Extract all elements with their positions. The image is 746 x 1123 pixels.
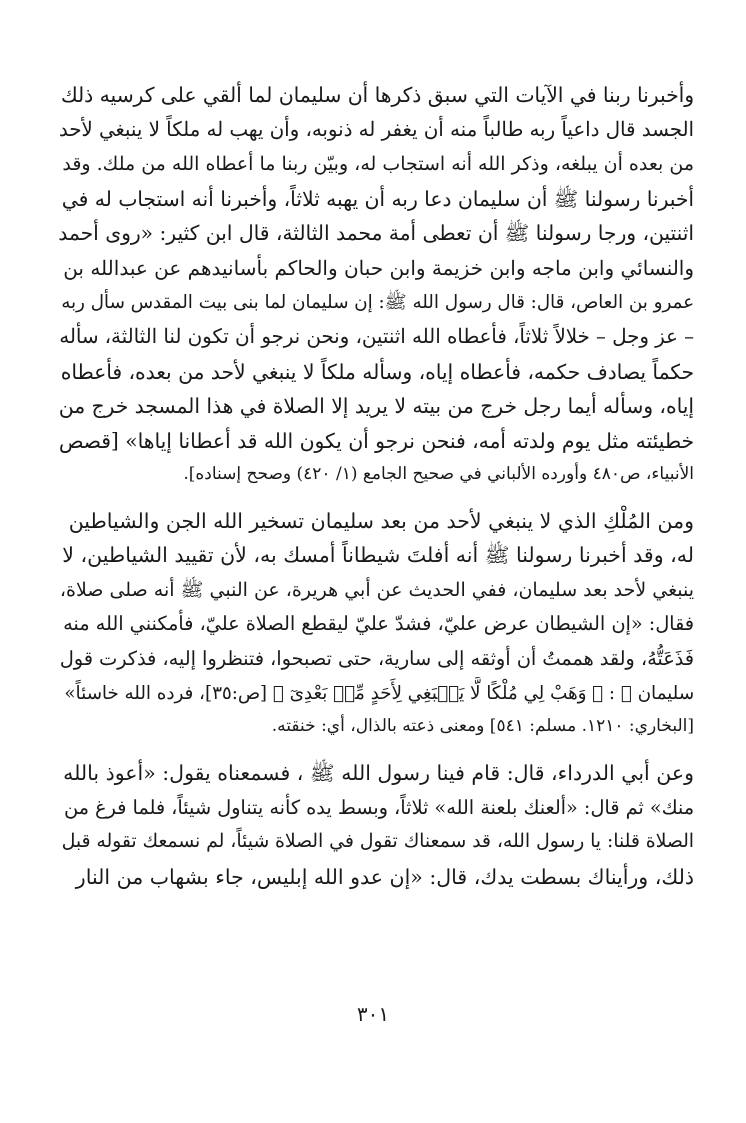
text-line: من بعده أن يبلغه، وذكر الله أنه استجاب له، وبيّن ربنا ما أعطاه الله من ملك. وقد (62, 153, 694, 176)
text-line: حكماً يصادف حكمه، فأعطاه إياه، وسأله ملكاً لا ينبغي لأحد من بعده، فأعطاه (60, 359, 694, 384)
text-line: منك» ثم قال: «ألعنك بلعنة الله» ثلاثاً، وبسط يده كأنه يتناول شيئاً، فلما فرغ من (63, 795, 694, 819)
page-number: ٣٠١ (356, 1002, 390, 1026)
citation-note: [البخاري: ١٢١٠. مسلم: ٥٤١] ومعنى ذعته بالذال، أي: خنقته. (271, 716, 694, 737)
text-line: والنسائي وابن ماجه وابن خزيمة وابن حبان والحاكم بأسانيدهم عن عبدالله بن (63, 255, 694, 280)
text-line: ينبغي لأحد بعد سليمان، ففي الحديث عن أبي هريرة، عن النبي ﷺ أنه صلى صلاة، (59, 578, 694, 601)
text-line: ومن المُلْكِ الذي لا ينبغي لأحد من بعد سليمان تسخير الله الجن والشياطين (68, 508, 694, 533)
paragraph-1 (58, 78, 694, 490)
text-line: فقال: «إن الشيطان عرض عليّ، فشدّ عليّ ليقطع الصلاة عليّ، فأمكنني الله منه (63, 612, 694, 636)
paragraph-2 (58, 504, 694, 743)
paragraph-3 (58, 756, 694, 894)
text-line: – عز وجل – خلالاً ثلاثاً، فأعطاه الله اثنتين، ونحن نرجو أن تكون لنا الثالثة، سأله (59, 325, 694, 349)
text-line: الصلاة قلنا: يا رسول الله، قد سمعناك تقول في الصلاة شيئاً، لم نسمعك تقوله قبل (61, 831, 694, 853)
text-line: الجسد قال داعياً ربه طالباً منه أن يغفر له ذنوبه، وأن يهب له ملكاً لا ينبغي لأحد (58, 117, 694, 141)
text-line: وأخبرنا ربنا في الآيات التي سبق ذكرها أن سليمان لما ألقي على كرسيه ذلك (60, 83, 694, 107)
text-line: فَذَعَتُّهُ، ولقد هممتُ أن أوثقه إلى سارية، حتى تصبحوا، فتنظروا إليه، فذكرت قول (59, 646, 694, 670)
text-line: له، وقد أخبرنا رسولنا ﷺ أنه أفلتَ شيطاناً أمسك به، لأن تقييد الشياطين، لا (62, 543, 694, 568)
text-line: وعن أبي الدرداء، قال: قام فينا رسول الله ﷺ ، فسمعناه يقول: «أعوذ بالله (63, 761, 694, 786)
text-line: سليمان ﷷ : ﴿ وَهَبْ لِي مُلْكًا لَّا يَنۢبَغِي لِأَحَدٍ مِّنۢ بَعْدِىٓ ﴾ [ص:٣٥]، فرده الله خاسئاً» (64, 682, 694, 704)
text-line: إياه، وسأله أيما رجل خرج من بيته لا يريد إلا الصلاة في هذا المسجد خرج من (58, 394, 694, 419)
text-line: ذلك، ورأيناك بسطت يدك، قال: «إن عدو الله إبليس، جاء بشهاب من النار (75, 864, 694, 889)
text-line: خطيئته مثل يوم ولدته أمه، فنحن نرجو أن يكون الله قد أعطانا إياها» [قصص (58, 428, 694, 453)
text-line: أخبرنا رسولنا ﷺ أن سليمان دعا ربه أن يهبه ثلاثاً، وأخبرنا أنه استجاب له في (61, 186, 694, 211)
citation-note: الأنبياء، ص٤٨٠ وأورده الألباني في صحيح الجامع (١/ ٤٢٠) وصحح إسناده]. (183, 463, 694, 484)
text-line: اثنتين، ورجا رسولنا ﷺ أن تعطى أمة محمد الثالثة، قال ابن كثير: «روى أحمد (58, 221, 694, 246)
text-line: عمرو بن العاص، قال: قال رسول الله ﷺ: إن سليمان لما بنى بيت المقدس سأل ربه (61, 291, 694, 313)
